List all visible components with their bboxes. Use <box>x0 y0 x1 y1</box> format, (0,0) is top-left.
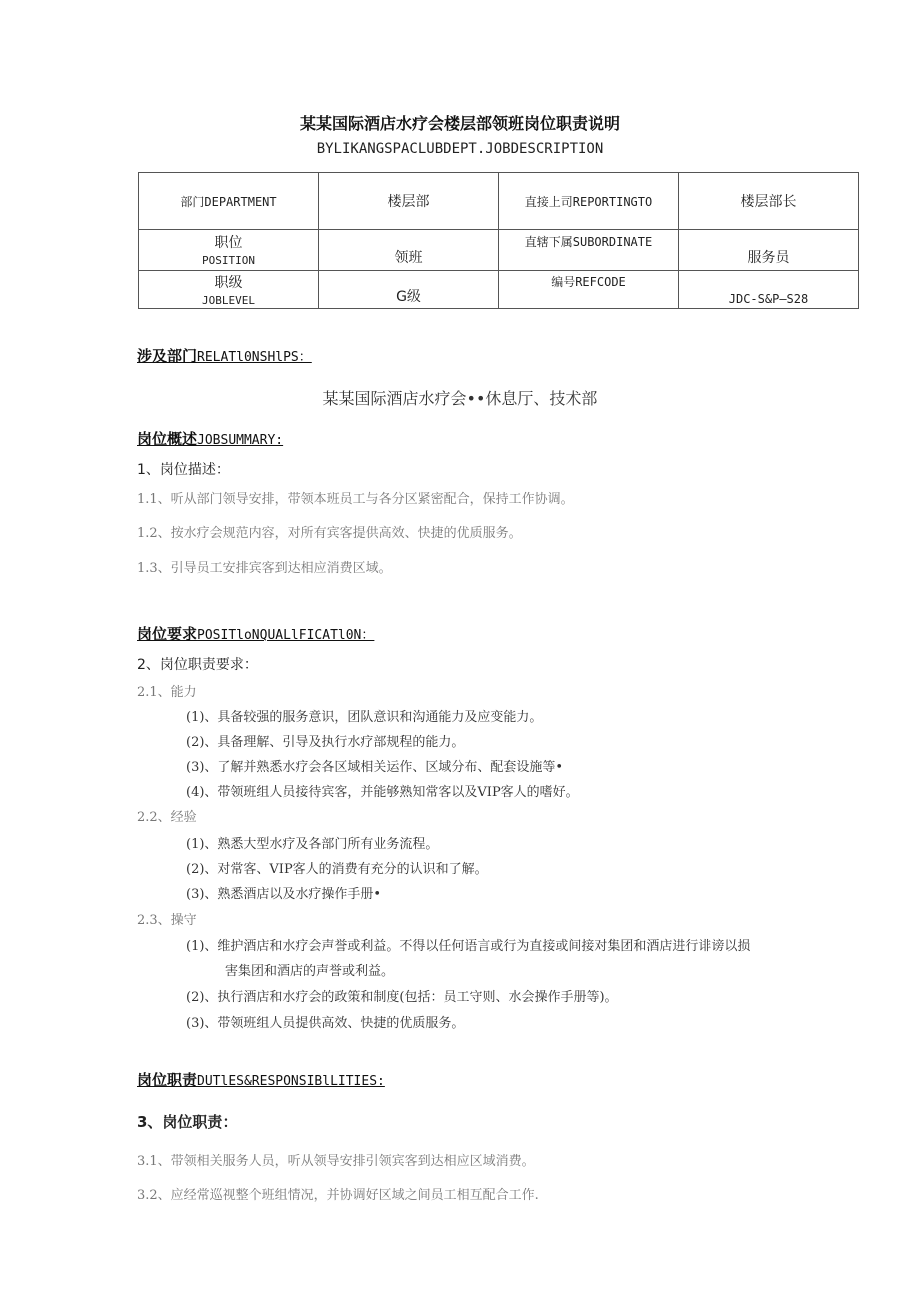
table-cell: 编号REFCODE <box>499 271 679 309</box>
group-heading: 2.1、能力 <box>137 685 197 700</box>
qualification-heading: 岗位要求POSITlоNQUALlFICATl0N： <box>137 625 375 643</box>
list-item: (4)、带领班组人员接待宾客，并能够熟知常客以及VIP客人的嗜好。 <box>186 785 579 800</box>
document-subtitle: BYLIKANGSPACLUBDEPT.JOBDESCRIPTION <box>316 141 604 157</box>
table-cell: 部门DEPARTMENT <box>139 173 319 230</box>
table-cell: 领班 <box>319 230 499 271</box>
list-item: (1)、具备较强的服务意识，团队意识和沟通能力及应变能力。 <box>186 710 543 725</box>
table-cell: 直辖下属SUBORDINATE <box>499 230 679 271</box>
relationships-content: 某某国际酒店水疗会••休息厅、技术部 <box>322 389 598 408</box>
document-title: 某某国际酒店水疗会楼层部领班岗位职责说明 <box>299 114 620 133</box>
level-label-zh: 职级 <box>214 274 243 291</box>
table-row <box>139 230 859 271</box>
position-label-en: POSITION <box>202 254 255 267</box>
job-info-table <box>138 172 859 309</box>
list-item: (1)、维护酒店和水疗会声誉或利益。不得以任何语言或行为直接或间接对集团和酒店进行诽谤以损 <box>186 939 751 954</box>
group-heading: 2.2、经验 <box>137 810 197 825</box>
list-item: 3.1、带领相关服务人员，听从领导安排引领宾客到达相应区域消费。 <box>137 1154 535 1169</box>
list-item: 1.2、按水疗会规范内容，对所有宾客提供高效、快捷的优质服务。 <box>137 526 522 541</box>
relationships-heading: 涉及部门RELATl0NSHlPS： <box>137 347 312 365</box>
list-item: 1.1、听从部门领导安排，带领本班员工与各分区紧密配合，保持工作协调。 <box>137 492 574 507</box>
group-heading: 2.3、操守 <box>137 913 197 928</box>
table-cell: G级 <box>319 271 499 309</box>
summary-subheading: 1、岗位描述： <box>137 462 230 478</box>
list-item: 3.2、应经常巡视整个班组情况，并协调好区域之间员工相互配合工作. <box>137 1188 539 1203</box>
table-cell: 楼层部长 <box>679 173 859 230</box>
duties-heading: 岗位职责DUTlES&RESPONSIBlLITIES: <box>137 1071 385 1089</box>
list-item: (2)、具备理解、引导及执行水疗部规程的能力。 <box>186 735 465 750</box>
list-item: (2)、对常客、VIP客人的消费有充分的认识和了解。 <box>186 862 488 877</box>
list-item: 1.3、引导员工安排宾客到达相应消费区域。 <box>137 561 392 576</box>
table-cell: JDC-S&P—S28 <box>679 271 859 309</box>
list-item: (2)、执行酒店和水疗会的政策和制度(包括：员工守则、水会操作手册等)。 <box>186 990 618 1005</box>
list-item: (3)、熟悉酒店以及水疗操作手册• <box>186 887 382 902</box>
list-item: (3)、带领班组人员提供高效、快捷的优质服务。 <box>186 1016 465 1031</box>
position-label-zh: 职位 <box>214 235 243 251</box>
table-row <box>139 271 859 309</box>
table-cell <box>139 271 319 309</box>
table-cell: 服务员 <box>679 230 859 271</box>
list-item: (1)、熟悉大型水疗及各部门所有业务流程。 <box>186 837 439 852</box>
list-item-continued: 害集团和酒店的声誉或利益。 <box>225 964 395 979</box>
summary-heading: 岗位概述JOBSUMMARY: <box>137 430 284 448</box>
duties-subheading: 3、岗位职责： <box>137 1113 238 1131</box>
table-row <box>139 173 859 230</box>
table-cell: 楼层部 <box>319 173 499 230</box>
level-label-en: JOBLEVEL <box>202 293 255 307</box>
table-cell: 直接上司REPORTINGTO <box>499 173 679 230</box>
table-cell <box>139 230 319 271</box>
list-item: (3)、了解并熟悉水疗会各区域相关运作、区域分布、配套设施等• <box>186 760 564 775</box>
qualification-subheading: 2、岗位职责要求： <box>137 657 258 673</box>
